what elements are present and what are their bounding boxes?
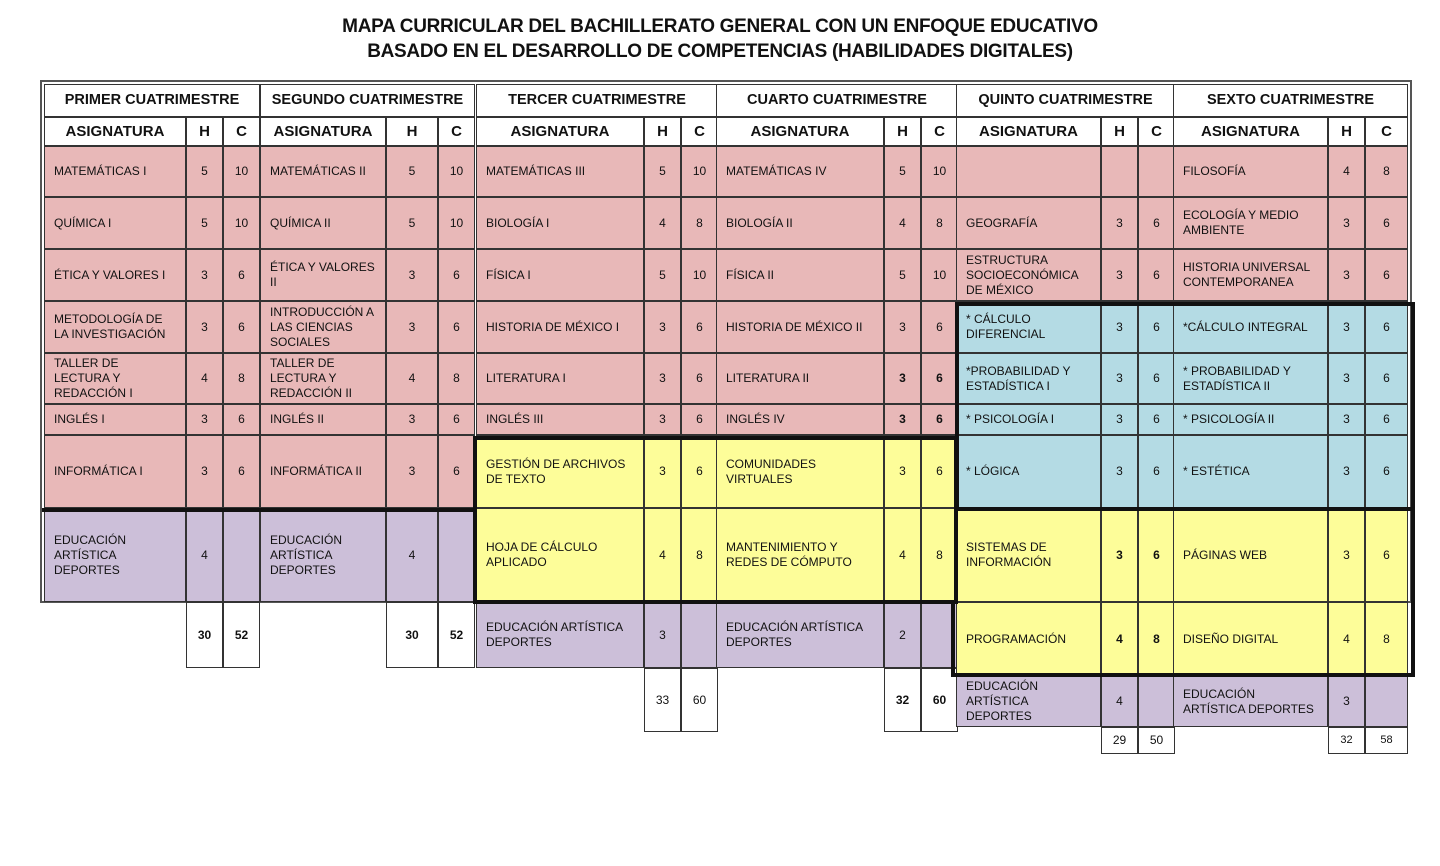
credits-cell: 6 bbox=[921, 301, 958, 353]
subject-cell: EDUCACIÓN ARTÍSTICA DEPORTES bbox=[44, 508, 186, 602]
total-credits: 52 bbox=[438, 602, 475, 668]
subject-cell: DISEÑO DIGITAL bbox=[1173, 602, 1328, 676]
column-header-h: H bbox=[884, 117, 921, 146]
subject-cell: EDUCACIÓN ARTÍSTICA DEPORTES bbox=[476, 602, 644, 668]
subject-cell: MATEMÁTICAS IV bbox=[716, 146, 884, 197]
credits-cell bbox=[1138, 676, 1175, 727]
hours-cell: 3 bbox=[884, 301, 921, 353]
subject-cell: PROGRAMACIÓN bbox=[956, 602, 1101, 676]
credits-cell: 10 bbox=[681, 249, 718, 301]
hours-cell: 4 bbox=[1328, 602, 1365, 676]
hours-cell: 3 bbox=[644, 301, 681, 353]
hours-cell: 3 bbox=[1328, 435, 1365, 508]
subject-cell: EDUCACIÓN ARTÍSTICA DEPORTES bbox=[716, 602, 884, 668]
column-header-h: H bbox=[186, 117, 223, 146]
hours-cell: 5 bbox=[386, 146, 438, 197]
subject-cell: INFORMÁTICA I bbox=[44, 435, 186, 508]
credits-cell bbox=[438, 508, 475, 602]
credits-cell: 6 bbox=[1365, 508, 1408, 602]
credits-cell: 6 bbox=[438, 301, 475, 353]
semester-header-5: QUINTO CUATRIMESTRE bbox=[956, 84, 1175, 117]
subject-cell: TALLER DE LECTURA Y REDACCIÓN II bbox=[260, 353, 386, 404]
yellow-block-border-top bbox=[473, 436, 958, 440]
blue-block-border-top bbox=[955, 302, 1415, 306]
subject-cell: INGLÉS III bbox=[476, 404, 644, 435]
total-hours: 29 bbox=[1101, 727, 1138, 754]
blue-block-border-bottom bbox=[955, 507, 1415, 511]
hours-cell: 4 bbox=[884, 197, 921, 249]
credits-cell: 6 bbox=[438, 435, 475, 508]
credits-cell: 8 bbox=[438, 353, 475, 404]
total-hours: 32 bbox=[1328, 727, 1365, 754]
yellow-block-border-left bbox=[473, 436, 477, 604]
hours-cell: 3 bbox=[386, 301, 438, 353]
column-header-h: H bbox=[386, 117, 438, 146]
subject-cell: MANTENIMIENTO Y REDES DE CÓMPUTO bbox=[716, 508, 884, 602]
hours-cell: 3 bbox=[884, 404, 921, 435]
hours-cell: 3 bbox=[884, 435, 921, 508]
hours-cell: 5 bbox=[386, 197, 438, 249]
subject-cell: HISTORIA DE MÉXICO I bbox=[476, 301, 644, 353]
credits-cell: 10 bbox=[921, 249, 958, 301]
hours-cell: 4 bbox=[186, 508, 223, 602]
subject-cell: QUÍMICA I bbox=[44, 197, 186, 249]
credits-cell: 6 bbox=[1365, 435, 1408, 508]
column-header-h: H bbox=[644, 117, 681, 146]
subject-cell: ESTRUCTURA SOCIOECONÓMICA DE MÉXICO bbox=[956, 249, 1101, 301]
hours-cell: 3 bbox=[644, 435, 681, 508]
credits-cell: 6 bbox=[1138, 508, 1175, 602]
credits-cell: 8 bbox=[681, 508, 718, 602]
credits-cell: 6 bbox=[1365, 249, 1408, 301]
total-hours: 30 bbox=[186, 602, 223, 668]
column-header-c: C bbox=[1365, 117, 1408, 146]
credits-cell: 10 bbox=[223, 146, 260, 197]
subject-cell bbox=[956, 146, 1101, 197]
credits-cell: 10 bbox=[438, 197, 475, 249]
total-hours: 30 bbox=[386, 602, 438, 668]
hours-cell: 3 bbox=[1101, 301, 1138, 353]
credits-cell: 10 bbox=[921, 146, 958, 197]
credits-cell: 6 bbox=[1365, 404, 1408, 435]
subject-cell: * PROBABILIDAD Y ESTADÍSTICA II bbox=[1173, 353, 1328, 404]
hours-cell: 4 bbox=[884, 508, 921, 602]
hours-cell: 3 bbox=[1328, 404, 1365, 435]
hours-cell: 3 bbox=[1328, 301, 1365, 353]
subject-cell: BIOLOGÍA II bbox=[716, 197, 884, 249]
subject-cell: * CÁLCULO DIFERENCIAL bbox=[956, 301, 1101, 353]
hours-cell: 3 bbox=[644, 602, 681, 668]
total-credits: 60 bbox=[921, 668, 958, 732]
semester-header-1: PRIMER CUATRIMESTRE bbox=[44, 84, 260, 117]
credits-cell: 10 bbox=[438, 146, 475, 197]
hours-cell: 3 bbox=[1101, 197, 1138, 249]
semester-header-2: SEGUNDO CUATRIMESTRE bbox=[260, 84, 475, 117]
subject-cell: MATEMÁTICAS III bbox=[476, 146, 644, 197]
column-header-h: H bbox=[1101, 117, 1138, 146]
credits-cell: 6 bbox=[1365, 353, 1408, 404]
column-header-c: C bbox=[681, 117, 718, 146]
credits-cell: 6 bbox=[921, 353, 958, 404]
column-header-h: H bbox=[1328, 117, 1365, 146]
credits-cell: 6 bbox=[223, 301, 260, 353]
subject-cell: * ESTÉTICA bbox=[1173, 435, 1328, 508]
hours-cell: 3 bbox=[1101, 435, 1138, 508]
blue-block-border-right bbox=[1411, 302, 1415, 677]
subject-cell: *PROBABILIDAD Y ESTADÍSTICA I bbox=[956, 353, 1101, 404]
subject-cell: HISTORIA UNIVERSAL CONTEMPORANEA bbox=[1173, 249, 1328, 301]
hours-cell: 3 bbox=[1101, 508, 1138, 602]
page-title-line-1: MAPA CURRICULAR DEL BACHILLERATO GENERAL CON UN ENFOQUE EDUCATIVO bbox=[342, 16, 1098, 37]
hours-cell: 3 bbox=[1328, 508, 1365, 602]
hours-cell: 3 bbox=[186, 404, 223, 435]
subject-cell: EDUCACIÓN ARTÍSTICA DEPORTES bbox=[260, 508, 386, 602]
subject-cell: COMUNIDADES VIRTUALES bbox=[716, 435, 884, 508]
subject-cell: GEOGRAFÍA bbox=[956, 197, 1101, 249]
column-header-c: C bbox=[921, 117, 958, 146]
credits-cell: 8 bbox=[921, 197, 958, 249]
total-credits: 60 bbox=[681, 668, 718, 732]
credits-cell: 6 bbox=[681, 353, 718, 404]
subject-cell: LITERATURA II bbox=[716, 353, 884, 404]
subject-cell: FILOSOFÍA bbox=[1173, 146, 1328, 197]
credits-cell bbox=[1365, 676, 1408, 727]
column-header-asignatura: ASIGNATURA bbox=[44, 117, 186, 146]
credits-cell: 6 bbox=[223, 249, 260, 301]
hours-cell: 3 bbox=[386, 435, 438, 508]
column-header-asignatura: ASIGNATURA bbox=[1173, 117, 1328, 146]
subject-cell: GESTIÓN DE ARCHIVOS DE TEXTO bbox=[476, 435, 644, 508]
hours-cell: 3 bbox=[186, 435, 223, 508]
credits-cell: 6 bbox=[921, 435, 958, 508]
hours-cell: 4 bbox=[644, 197, 681, 249]
column-header-asignatura: ASIGNATURA bbox=[260, 117, 386, 146]
column-header-c: C bbox=[438, 117, 475, 146]
credits-cell: 6 bbox=[1138, 435, 1175, 508]
credits-cell: 8 bbox=[1365, 146, 1408, 197]
hours-cell: 5 bbox=[884, 146, 921, 197]
credits-cell: 8 bbox=[1365, 602, 1408, 676]
credits-cell: 6 bbox=[1138, 249, 1175, 301]
credits-cell: 8 bbox=[681, 197, 718, 249]
hours-cell: 3 bbox=[1101, 249, 1138, 301]
subject-cell: * LÓGICA bbox=[956, 435, 1101, 508]
semester-header-4: CUARTO CUATRIMESTRE bbox=[716, 84, 958, 117]
total-credits: 58 bbox=[1365, 727, 1408, 754]
subject-cell: HOJA DE CÁLCULO APLICADO bbox=[476, 508, 644, 602]
hours-cell: 3 bbox=[884, 353, 921, 404]
hours-cell: 5 bbox=[644, 249, 681, 301]
subject-cell: INGLÉS II bbox=[260, 404, 386, 435]
credits-cell bbox=[1138, 146, 1175, 197]
subject-cell: TALLER DE LECTURA Y REDACCIÓN I bbox=[44, 353, 186, 404]
subject-cell: FÍSICA I bbox=[476, 249, 644, 301]
credits-cell: 8 bbox=[223, 353, 260, 404]
column-header-c: C bbox=[1138, 117, 1175, 146]
hours-cell: 4 bbox=[386, 353, 438, 404]
hours-cell: 3 bbox=[1328, 676, 1365, 727]
subject-cell: *CÁLCULO INTEGRAL bbox=[1173, 301, 1328, 353]
semester-header-6: SEXTO CUATRIMESTRE bbox=[1173, 84, 1408, 117]
credits-cell: 6 bbox=[681, 404, 718, 435]
total-credits: 52 bbox=[223, 602, 260, 668]
credits-cell: 6 bbox=[1138, 197, 1175, 249]
column-header-c: C bbox=[223, 117, 260, 146]
subject-cell: INGLÉS I bbox=[44, 404, 186, 435]
blue-block-border-left bbox=[955, 302, 959, 510]
hours-cell: 4 bbox=[386, 508, 438, 602]
hours-cell: 5 bbox=[186, 197, 223, 249]
subject-cell: INFORMÁTICA II bbox=[260, 435, 386, 508]
hours-cell: 4 bbox=[1328, 146, 1365, 197]
subject-cell: ÉTICA Y VALORES I bbox=[44, 249, 186, 301]
subject-cell: METODOLOGÍA DE LA INVESTIGACIÓN bbox=[44, 301, 186, 353]
credits-cell: 6 bbox=[438, 404, 475, 435]
hours-cell: 4 bbox=[1101, 602, 1138, 676]
page-title-line-2: BASADO EN EL DESARROLLO DE COMPETENCIAS (HABILIDADES DIGITALES) bbox=[367, 41, 1073, 62]
hours-cell: 5 bbox=[644, 146, 681, 197]
subject-cell: INGLÉS IV bbox=[716, 404, 884, 435]
credits-cell: 6 bbox=[1138, 301, 1175, 353]
hours-cell: 2 bbox=[884, 602, 921, 668]
hours-cell: 3 bbox=[386, 249, 438, 301]
hours-cell: 3 bbox=[1328, 249, 1365, 301]
hours-cell: 4 bbox=[186, 353, 223, 404]
column-header-asignatura: ASIGNATURA bbox=[956, 117, 1101, 146]
hours-cell: 3 bbox=[644, 353, 681, 404]
subject-cell: ECOLOGÍA Y MEDIO AMBIENTE bbox=[1173, 197, 1328, 249]
hours-cell: 3 bbox=[1101, 353, 1138, 404]
subject-cell: * PSICOLOGÍA I bbox=[956, 404, 1101, 435]
hours-cell bbox=[1101, 146, 1138, 197]
credits-cell: 6 bbox=[921, 404, 958, 435]
credits-cell: 10 bbox=[681, 146, 718, 197]
credits-cell: 6 bbox=[681, 301, 718, 353]
subject-cell: * PSICOLOGÍA II bbox=[1173, 404, 1328, 435]
credits-cell: 6 bbox=[438, 249, 475, 301]
hours-cell: 3 bbox=[386, 404, 438, 435]
subject-cell: PÁGINAS WEB bbox=[1173, 508, 1328, 602]
credits-cell: 6 bbox=[1365, 301, 1408, 353]
hours-cell: 4 bbox=[1101, 676, 1138, 727]
total-hours: 33 bbox=[644, 668, 681, 732]
credits-cell: 8 bbox=[921, 508, 958, 602]
column-header-asignatura: ASIGNATURA bbox=[476, 117, 644, 146]
subject-cell: MATEMÁTICAS I bbox=[44, 146, 186, 197]
lower-block-border-bottom bbox=[951, 673, 1415, 677]
subject-cell: BIOLOGÍA I bbox=[476, 197, 644, 249]
credits-cell: 6 bbox=[681, 435, 718, 508]
hours-cell: 3 bbox=[1328, 197, 1365, 249]
subject-cell: FÍSICA II bbox=[716, 249, 884, 301]
subject-cell: MATEMÁTICAS II bbox=[260, 146, 386, 197]
subject-cell: LITERATURA I bbox=[476, 353, 644, 404]
hours-cell: 3 bbox=[186, 249, 223, 301]
subject-cell: SISTEMAS DE INFORMACIÓN bbox=[956, 508, 1101, 602]
credits-cell: 6 bbox=[1138, 353, 1175, 404]
total-hours: 32 bbox=[884, 668, 921, 732]
hours-cell: 4 bbox=[644, 508, 681, 602]
total-credits: 50 bbox=[1138, 727, 1175, 754]
credits-cell bbox=[223, 508, 260, 602]
credits-cell bbox=[681, 602, 718, 668]
hours-cell: 3 bbox=[186, 301, 223, 353]
credits-cell: 8 bbox=[1138, 602, 1175, 676]
semester-header-3: TERCER CUATRIMESTRE bbox=[476, 84, 718, 117]
credits-cell: 6 bbox=[223, 435, 260, 508]
credits-cell: 6 bbox=[1138, 404, 1175, 435]
hours-cell: 3 bbox=[644, 404, 681, 435]
section-divider-line bbox=[42, 508, 476, 512]
hours-cell: 5 bbox=[884, 249, 921, 301]
subject-cell: INTRODUCCIÓN A LAS CIENCIAS SOCIALES bbox=[260, 301, 386, 353]
lower-block-border-left bbox=[951, 604, 955, 677]
hours-cell: 5 bbox=[186, 146, 223, 197]
subject-cell: EDUCACIÓN ARTÍSTICA DEPORTES bbox=[1173, 676, 1328, 727]
subject-cell: EDUCACIÓN ARTÍSTICA DEPORTES bbox=[956, 676, 1101, 727]
hours-cell: 3 bbox=[1101, 404, 1138, 435]
subject-cell: HISTORIA DE MÉXICO II bbox=[716, 301, 884, 353]
credits-cell: 6 bbox=[223, 404, 260, 435]
hours-cell: 3 bbox=[1328, 353, 1365, 404]
credits-cell: 10 bbox=[223, 197, 260, 249]
subject-cell: ÉTICA Y VALORES II bbox=[260, 249, 386, 301]
yellow-block-border-bottom bbox=[473, 600, 956, 604]
column-header-asignatura: ASIGNATURA bbox=[716, 117, 884, 146]
subject-cell: QUÍMICA II bbox=[260, 197, 386, 249]
credits-cell: 6 bbox=[1365, 197, 1408, 249]
